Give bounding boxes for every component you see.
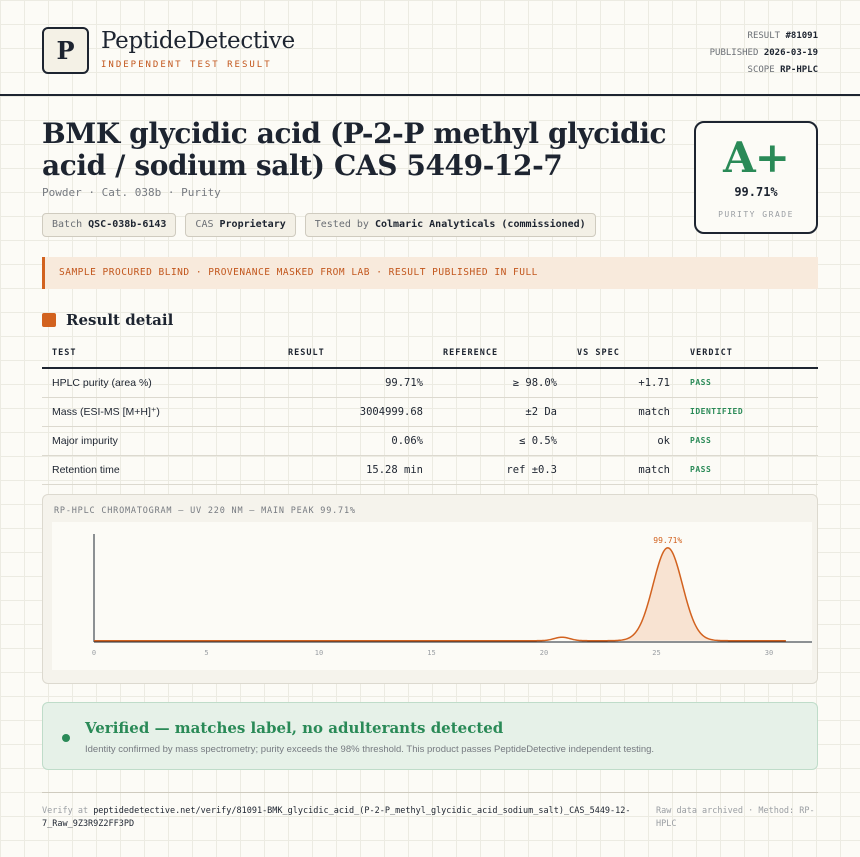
purity-grade-badge (694, 121, 818, 234)
grade-value: 99.71% (734, 185, 778, 199)
tested-label: Tested by (314, 219, 369, 230)
cell-vs-spec: match (567, 455, 680, 484)
table-header-row (42, 339, 818, 368)
section-marker-icon (42, 313, 56, 327)
report-meta (710, 28, 818, 79)
tested-by-chip (305, 213, 596, 237)
cell-test: Major impurity (42, 426, 278, 455)
cell-result: 3004999.68 (278, 397, 433, 426)
x-tick-label: 15 (427, 649, 436, 657)
chart-title: RP-HPLC CHROMATOGRAM — UV 220 NM — MAIN PEAK 99.71% (54, 506, 356, 516)
table-row (42, 397, 818, 426)
batch-label: Batch (52, 219, 83, 230)
meta-published-label: PUBLISHED (709, 48, 759, 58)
meta-result (710, 28, 818, 45)
table-row (42, 426, 818, 455)
footer-divider (42, 792, 818, 793)
cell-reference: ±2 Da (433, 397, 567, 426)
brand-logo (42, 27, 89, 74)
cell-reference: ≥ 98.0% (433, 368, 567, 397)
product-title: BMK glycidic acid (P-2-P methyl glycidic acid / sodium salt) CAS 5449-12-7 (42, 117, 667, 182)
product-chips (42, 213, 596, 237)
cell-test: Mass (ESI-MS [M+H]⁺) (42, 397, 278, 426)
cell-verdict: IDENTIFIED (680, 397, 818, 426)
footer-archive-note: Raw data archived · Method: RP-HPLC (656, 806, 815, 829)
cell-verdict: PASS (680, 368, 818, 397)
cell-vs-spec: ok (567, 426, 680, 455)
verify-url-link[interactable]: peptidedetective.net/verify/81091-BMK_glycidic_acid_(P-2-P_methyl_glycidic_acid_sodium_salt)_CAS_5449-12-7_Raw_9Z3R9Z2FF3PD (42, 806, 631, 829)
cell-test: Retention time (42, 455, 278, 484)
footer-verify (42, 805, 642, 831)
cell-result: 15.28 min (278, 455, 433, 484)
meta-scope (710, 62, 818, 79)
cell-result: 99.71% (278, 368, 433, 397)
section-title: Result detail (66, 311, 174, 329)
cell-test: HPLC purity (area %) (42, 368, 278, 397)
x-tick-label: 10 (314, 649, 324, 657)
provenance-banner: SAMPLE PROCURED BLIND · PROVENANCE MASKED FROM LAB · RESULT PUBLISHED IN FULL (42, 257, 818, 289)
cas-chip (185, 213, 295, 237)
cas-label: CAS (195, 219, 214, 230)
chromatogram-card (42, 494, 818, 684)
results-table (42, 339, 818, 485)
meta-published (710, 45, 818, 62)
result-detail-heading (42, 311, 173, 329)
verified-title: Verified — matches label, no adulterants detected (85, 719, 504, 737)
report-header (0, 0, 860, 96)
cell-reference: ref ±0.3 (433, 455, 567, 484)
table-row (42, 455, 818, 484)
brand-subtitle: INDEPENDENT TEST RESULT (101, 60, 272, 70)
chromatogram-chart (52, 522, 812, 670)
col-vs-spec: VS SPEC (567, 339, 680, 368)
x-tick-label: 30 (764, 649, 774, 657)
cell-vs-spec: +1.71 (567, 368, 680, 397)
col-test: TEST (42, 339, 278, 368)
table-row (42, 368, 818, 397)
cell-verdict: PASS (680, 455, 818, 484)
verified-text: Identity confirmed by mass spectrometry; purity exceeds the 98% threshold. This product passes PeptideDetective independent testing. (85, 744, 655, 755)
cell-vs-spec: match (567, 397, 680, 426)
verified-dot-icon (62, 734, 70, 742)
meta-result-label: RESULT (747, 31, 781, 41)
col-reference: REFERENCE (433, 339, 567, 368)
batch-chip (42, 213, 176, 237)
brand-logo-letter: P (56, 36, 75, 65)
cell-verdict: PASS (680, 426, 818, 455)
meta-published-value: 2026-03-19 (763, 48, 818, 58)
grade-letter: A+ (723, 133, 789, 182)
x-tick-label: 25 (652, 649, 661, 657)
cell-reference: ≤ 0.5% (433, 426, 567, 455)
x-tick-label: 20 (539, 649, 549, 657)
col-result: RESULT (278, 339, 433, 368)
cell-result: 0.06% (278, 426, 433, 455)
meta-scope-label: SCOPE (747, 65, 775, 75)
batch-value: QSC-038b-6143 (88, 219, 167, 230)
verified-panel (42, 702, 818, 770)
meta-result-value: #81091 (785, 31, 818, 41)
verify-prefix: Verify at (42, 806, 89, 816)
main-peak-label: 99.71% (653, 535, 683, 545)
col-verdict: VERDICT (680, 339, 818, 368)
meta-scope-value: RP-HPLC (780, 65, 818, 75)
tested-value: Colmaric Analyticals (commissioned) (374, 219, 586, 230)
brand-name: PeptideDetective (101, 28, 295, 54)
grade-label: PURITY GRADE (718, 210, 794, 219)
cas-value: Proprietary (219, 219, 286, 230)
x-tick-label: 5 (204, 649, 209, 657)
chart-plot-background (52, 522, 812, 670)
x-tick-label: 0 (91, 649, 97, 657)
product-subtitle: Powder · Cat. 038b · Purity (42, 186, 221, 199)
